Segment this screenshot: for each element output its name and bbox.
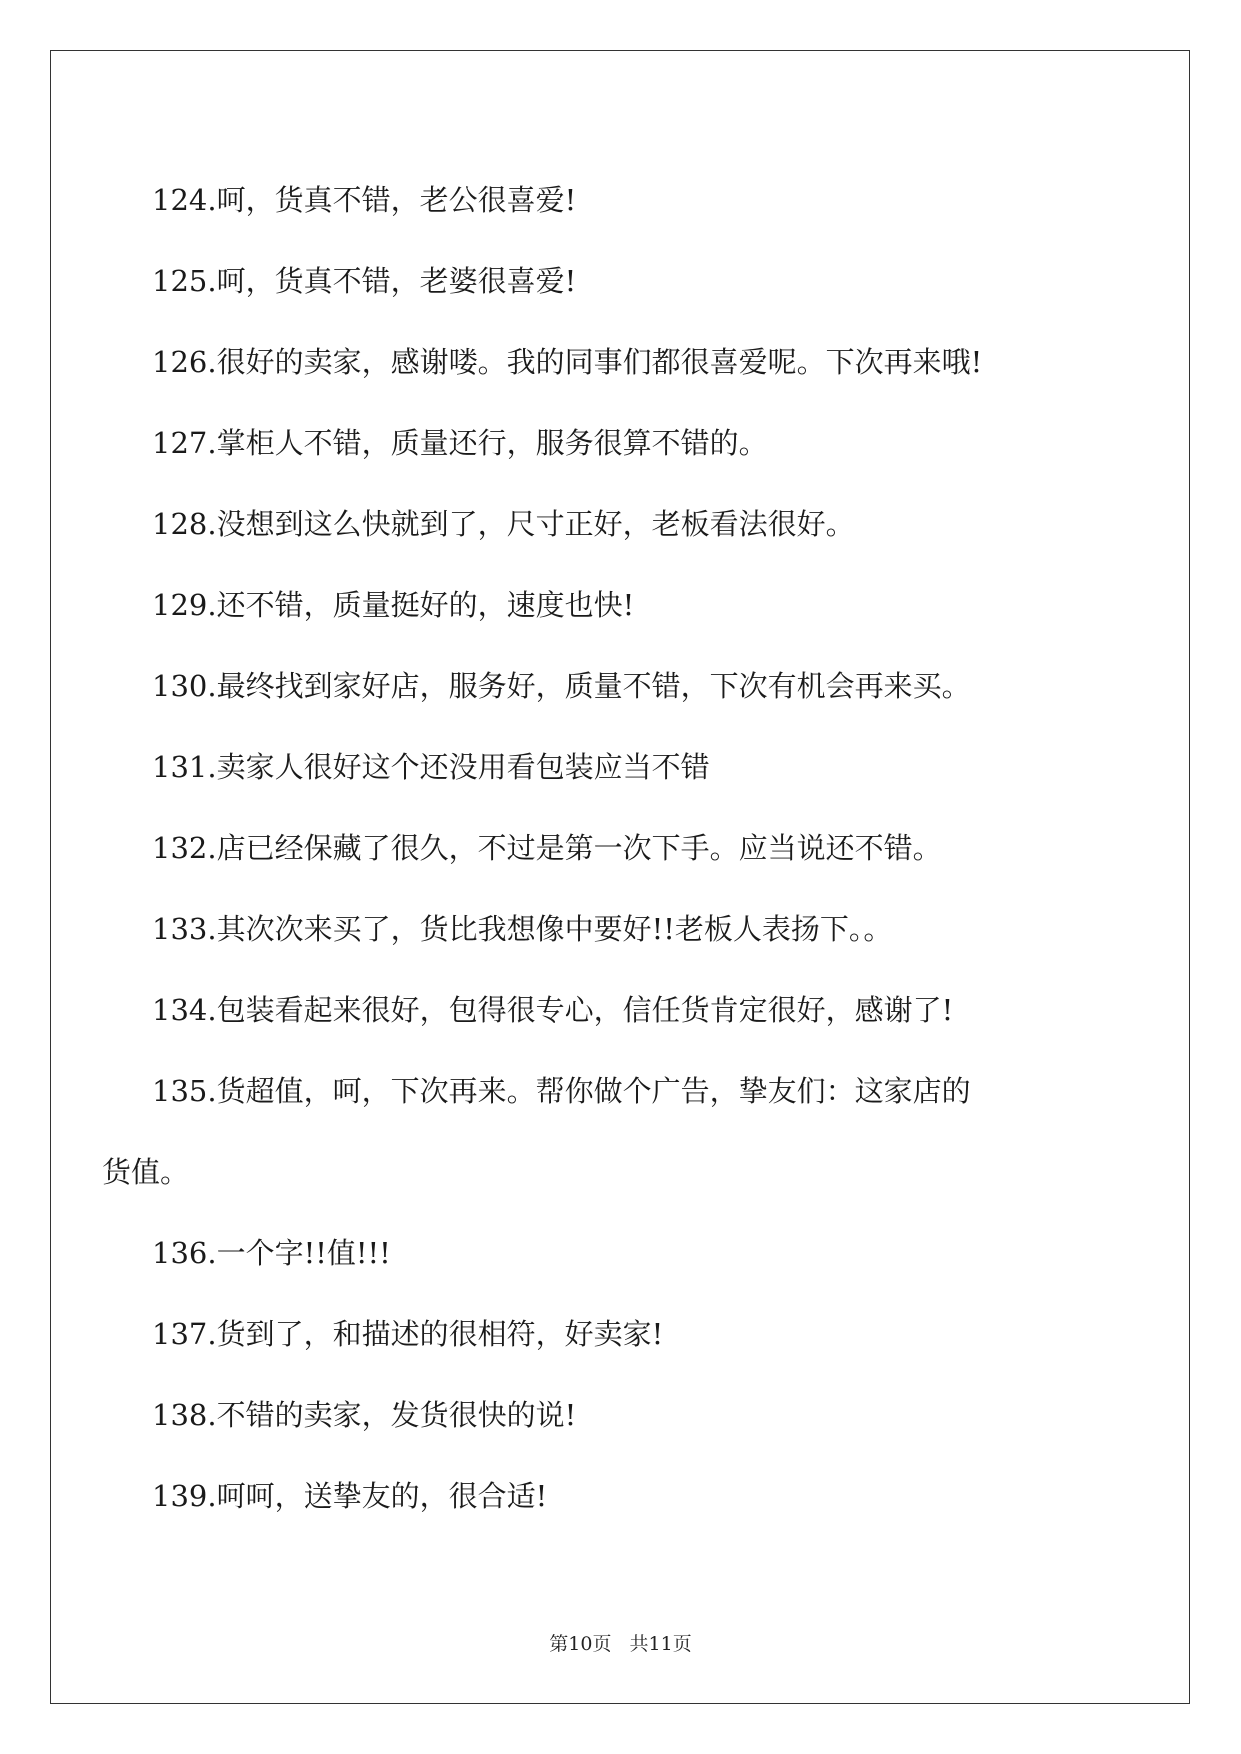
list-item: 132.店已经保藏了很久，不过是第一次下手。应当说还不错。 [152, 831, 942, 865]
list-item: 137.货到了，和描述的很相符，好卖家! [152, 1317, 664, 1351]
list-item: 127.掌柜人不错，质量还行，服务很算不错的。 [152, 426, 768, 460]
list-item: 138.不错的卖家，发货很快的说! [152, 1398, 577, 1432]
list-item: 126.很好的卖家，感谢喽。我的同事们都很喜爱呢。下次再来哦! [152, 345, 983, 379]
list-item: 133.其次次来买了，货比我想像中要好!!老板人表扬下。。 [152, 912, 893, 946]
list-item: 134.包装看起来很好，包得很专心，信任货肯定很好，感谢了! [152, 993, 954, 1027]
page-number-current: 第10页 [549, 1633, 612, 1655]
list-item-continuation [102, 1132, 1102, 1213]
list-item: 124.呵，货真不错，老公很喜爱! [152, 183, 577, 217]
list-item: 139.呵呵，送挚友的，很合适! [152, 1479, 548, 1513]
list-item: 129.还不错，质量挺好的，速度也快! [152, 588, 635, 622]
list-item: 131.卖家人很好这个还没用看包装应当不错 [152, 750, 710, 784]
list-item: 135.货超值，呵，下次再来。帮你做个广告，挚友们：这家店的 [152, 1074, 971, 1108]
page-footer [0, 1632, 1241, 1656]
list-item: 125.呵，货真不错，老婆很喜爱! [152, 264, 577, 298]
document-body [102, 160, 1102, 1537]
list-item: 130.最终找到家好店，服务好，质量不错，下次有机会再来买。 [152, 669, 971, 703]
list-item: 136.一个字!!值!!! [152, 1236, 391, 1270]
list-item: 128.没想到这么快就到了，尺寸正好，老板看法很好。 [152, 507, 855, 541]
continuation-text: 货值。 [102, 1155, 190, 1189]
page-number-total: 共11页 [629, 1633, 692, 1655]
